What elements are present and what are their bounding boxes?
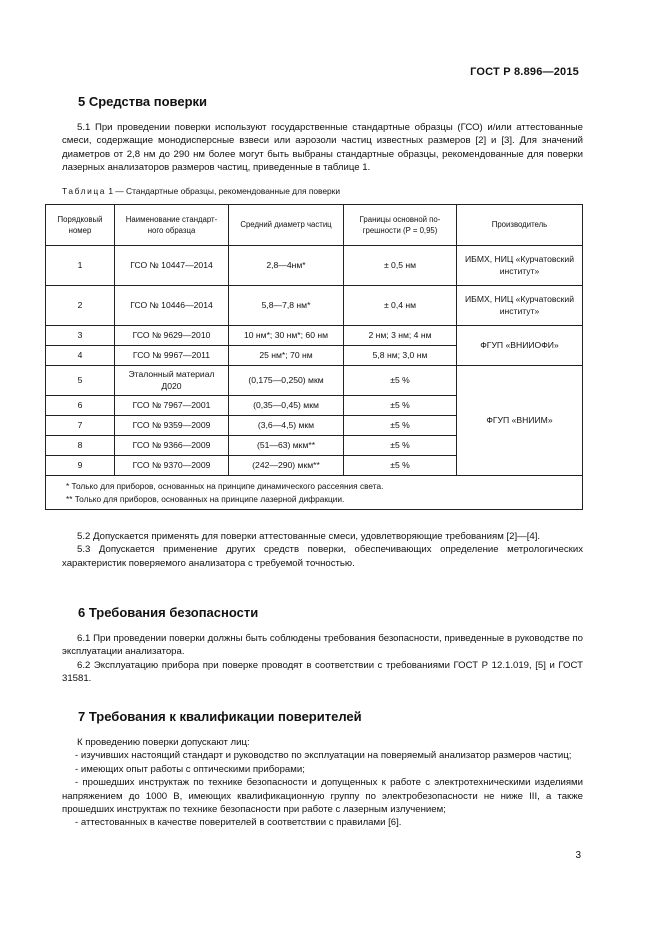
cell-sample-name: Эталонный материал Д020 xyxy=(115,366,229,396)
header-manufacturer: Производитель xyxy=(457,205,583,246)
list-item: - имеющих опыт работы с оптическими приборами; xyxy=(75,763,305,775)
cell-sample-name: ГСО № 9629—2010 xyxy=(115,326,229,346)
paragraph-6-1: 6.1 При проведении поверки должны быть соблюдены требования безопасности, приведенные в руководстве по эксплуатации анализатора. xyxy=(62,633,583,658)
cell-manufacturer: ФГУП «ВНИИОФИ» xyxy=(457,326,583,366)
page-number: 3 xyxy=(575,850,581,861)
cell-number: 8 xyxy=(46,436,115,456)
table-header-row xyxy=(46,205,583,246)
section-7-body xyxy=(62,736,583,830)
table-row xyxy=(46,286,583,326)
cell-diameter: (3,6—4,5) мкм xyxy=(229,416,344,436)
cell-number: 3 xyxy=(46,326,115,346)
table-caption-text: 1 — Стандартные образцы, рекомендованные для поверки xyxy=(108,186,341,196)
cell-number: 9 xyxy=(46,456,115,476)
cell-sample-name: ГСО № 9359—2009 xyxy=(115,416,229,436)
cell-number: 4 xyxy=(46,346,115,366)
cell-error: ±5 % xyxy=(344,396,457,416)
section-5-title: 5 Средства поверки xyxy=(78,94,208,109)
cell-error: 2 нм; 3 нм; 4 нм xyxy=(344,326,457,346)
cell-error: ±5 % xyxy=(344,416,457,436)
paragraph-5-3: 5.3 Допускается применение других средств поверки, обеспечивающих определение метрологических характеристик поверяемого анализатора с требуемой точностью. xyxy=(62,544,583,569)
cell-number: 1 xyxy=(46,246,115,286)
table-caption-label: Таблица xyxy=(62,186,107,196)
header-number: Порядковый номер xyxy=(46,205,115,246)
cell-number: 5 xyxy=(46,366,115,396)
cell-number: 2 xyxy=(46,286,115,326)
table-row xyxy=(46,366,583,396)
paragraph-6-2: 6.2 Эксплуатацию прибора при поверке проводят в соответствии с требованиями ГОСТ Р 12.1.019, [5] и ГОСТ 31581. xyxy=(62,659,583,685)
cell-sample-name: ГСО № 7967—2001 xyxy=(115,396,229,416)
section-7-title: 7 Требования к квалификации поверителей xyxy=(78,709,362,724)
section-6-title: 6 Требования безопасности xyxy=(78,605,259,620)
section-7-intro: К проведению поверки допускают лиц: xyxy=(77,737,250,748)
paragraph-5-1: 5.1 При проведении поверки используют государственные стандартные образцы (ГСО) и/или аттестованные смеси, содержащие монодисперсные взвеси или аэрозоли частиц известных размеров [2] и [3]. Для значений диаметров от 2,8 нм до 290 нм более могут быть выбраны стандартные образцы, рекомендованные для поверки лазерных анализаторов размеров частиц, приведенные в таблице 1. xyxy=(62,122,583,174)
cell-sample-name: ГСО № 9967—2011 xyxy=(115,346,229,366)
list-item: - аттестованных в качестве поверителей в соответствии с правилами [6]. xyxy=(75,817,402,829)
cell-manufacturer: ИБМХ, НИЦ «Курчатовский институт» xyxy=(457,246,583,286)
table-footnotes xyxy=(46,476,583,510)
cell-error: ± 0,5 нм xyxy=(344,246,457,286)
cell-sample-name: ГСО № 9370—2009 xyxy=(115,456,229,476)
section-5-intro xyxy=(62,121,583,175)
paragraph-5-2: 5.2 Допускается применять для поверки аттестованные смеси, удовлетворяющие требованиям [2]—[4]. xyxy=(77,531,541,542)
table-caption xyxy=(62,186,340,196)
cell-error: ±5 % xyxy=(344,366,457,396)
table-row xyxy=(46,326,583,346)
cell-sample-name: ГСО № 10446—2014 xyxy=(115,286,229,326)
table-row xyxy=(46,246,583,286)
table-footnote-row xyxy=(46,476,583,510)
footnote-dynamic-scattering: * Только для приборов, основанных на принципе динамического рассеяния света. xyxy=(66,481,384,491)
standard-samples-table xyxy=(45,204,583,510)
cell-error: ±5 % xyxy=(344,436,457,456)
section-6-body xyxy=(62,632,583,686)
cell-sample-name: ГСО № 10447—2014 xyxy=(115,246,229,286)
cell-diameter: 2,8—4нм* xyxy=(229,246,344,286)
cell-sample-name: ГСО № 9366—2009 xyxy=(115,436,229,456)
cell-diameter: 5,8—7,8 нм* xyxy=(229,286,344,326)
cell-diameter: (0,175—0,250) мкм xyxy=(229,366,344,396)
header-error-limits: Границы основной по-грешности (P = 0,95) xyxy=(344,205,457,246)
list-item: - изучивших настоящий стандарт и руководство по эксплуатации на поверяемый анализатор размеров частиц; xyxy=(75,750,572,762)
cell-diameter: 25 нм*; 70 нм xyxy=(229,346,344,366)
cell-error: 5,8 нм; 3,0 нм xyxy=(344,346,457,366)
cell-manufacturer: ИБМХ, НИЦ «Курчатовский институт» xyxy=(457,286,583,326)
cell-diameter: (51—63) мкм** xyxy=(229,436,344,456)
header-diameter: Средний диаметр частиц xyxy=(229,205,344,246)
cell-number: 7 xyxy=(46,416,115,436)
footnote-laser-diffraction: ** Только для приборов, основанных на принципе лазерной дифракции. xyxy=(66,494,345,504)
cell-diameter: 10 нм*; 30 нм*; 60 нм xyxy=(229,326,344,346)
cell-number: 6 xyxy=(46,396,115,416)
cell-manufacturer: ФГУП «ВНИИМ» xyxy=(457,366,583,476)
header-sample-name: Наименование стандарт-ного образца xyxy=(115,205,229,246)
cell-error: ±5 % xyxy=(344,456,457,476)
cell-diameter: (242—290) мкм** xyxy=(229,456,344,476)
document-code: ГОСТ Р 8.896—2015 xyxy=(470,66,579,78)
cell-error: ± 0,4 нм xyxy=(344,286,457,326)
cell-diameter: (0,35—0,45) мкм xyxy=(229,396,344,416)
section-5-continued xyxy=(62,530,583,570)
list-item: - прошедших инструктаж по технике безопасности и допущенных к работе с электротехническими изделиями напряжением до 1000 В, имеющих квалификационную группу по электробезопасности не ниже III, а также прошедших инструктаж по технике безопасности при работе с лазерным излучением; xyxy=(62,777,583,816)
